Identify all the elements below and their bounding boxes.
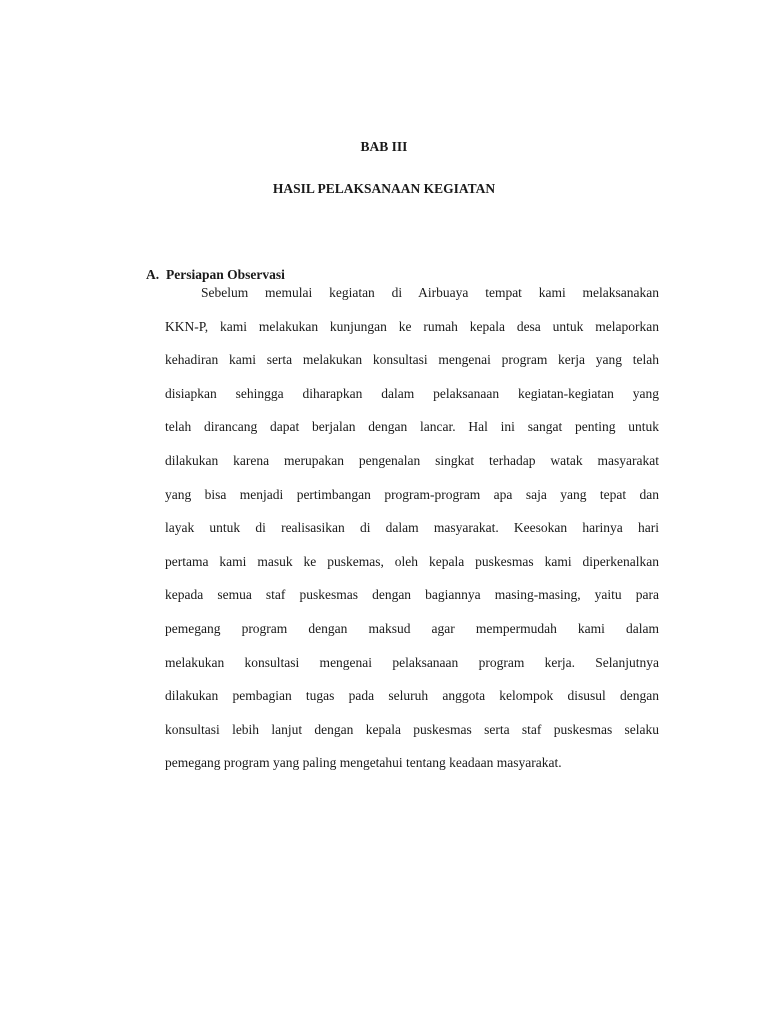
body-paragraph bbox=[165, 281, 659, 785]
paragraph-line: pertama kami masuk ke puskemas, oleh kepala puskesmas kami diperkenalkan bbox=[165, 553, 659, 569]
paragraph-line: dilakukan karena merupakan pengenalan singkat terhadap watak masyarakat bbox=[165, 452, 659, 468]
paragraph-line: pemegang program yang paling mengetahui tentang keadaan masyarakat. bbox=[165, 755, 562, 771]
paragraph-line: konsultasi lebih lanjut dengan kepala puskesmas serta staf puskesmas selaku bbox=[165, 721, 659, 737]
paragraph-line: KKN-P, kami melakukan kunjungan ke rumah kepala desa untuk melaporkan bbox=[165, 318, 659, 334]
paragraph-line: yang bisa menjadi pertimbangan program-program apa saja yang tepat dan bbox=[165, 486, 659, 502]
chapter-number: BAB III bbox=[360, 139, 408, 154]
chapter-title: HASIL PELAKSANAAN KEGIATAN bbox=[272, 181, 496, 196]
paragraph-line: dilakukan pembagian tugas pada seluruh anggota kelompok disusul dengan bbox=[165, 688, 659, 704]
paragraph-line: kepada semua staf puskesmas dengan bagiannya masing-masing, yaitu para bbox=[165, 587, 659, 603]
paragraph-line: disiapkan sehingga diharapkan dalam pelaksanaan kegiatan-kegiatan yang bbox=[165, 385, 659, 401]
paragraph-line: pemegang program dengan maksud agar mempermudah kami dalam bbox=[165, 620, 659, 636]
paragraph-line: Sebelum memulai kegiatan di Airbuaya tempat kami melaksanakan bbox=[201, 285, 659, 300]
paragraph-line: layak untuk di realisasikan di dalam masyarakat. Keesokan harinya hari bbox=[165, 520, 659, 536]
paragraph-line: kehadiran kami serta melakukan konsultasi mengenai program kerja yang telah bbox=[165, 352, 659, 368]
paragraph-line: melakukan konsultasi mengenai pelaksanaan program kerja. Selanjutnya bbox=[165, 654, 659, 670]
section-title: Persiapan Observasi bbox=[166, 267, 285, 282]
section-marker: A. bbox=[146, 267, 160, 282]
paragraph-line: telah dirancang dapat berjalan dengan lancar. Hal ini sangat penting untuk bbox=[165, 419, 659, 435]
